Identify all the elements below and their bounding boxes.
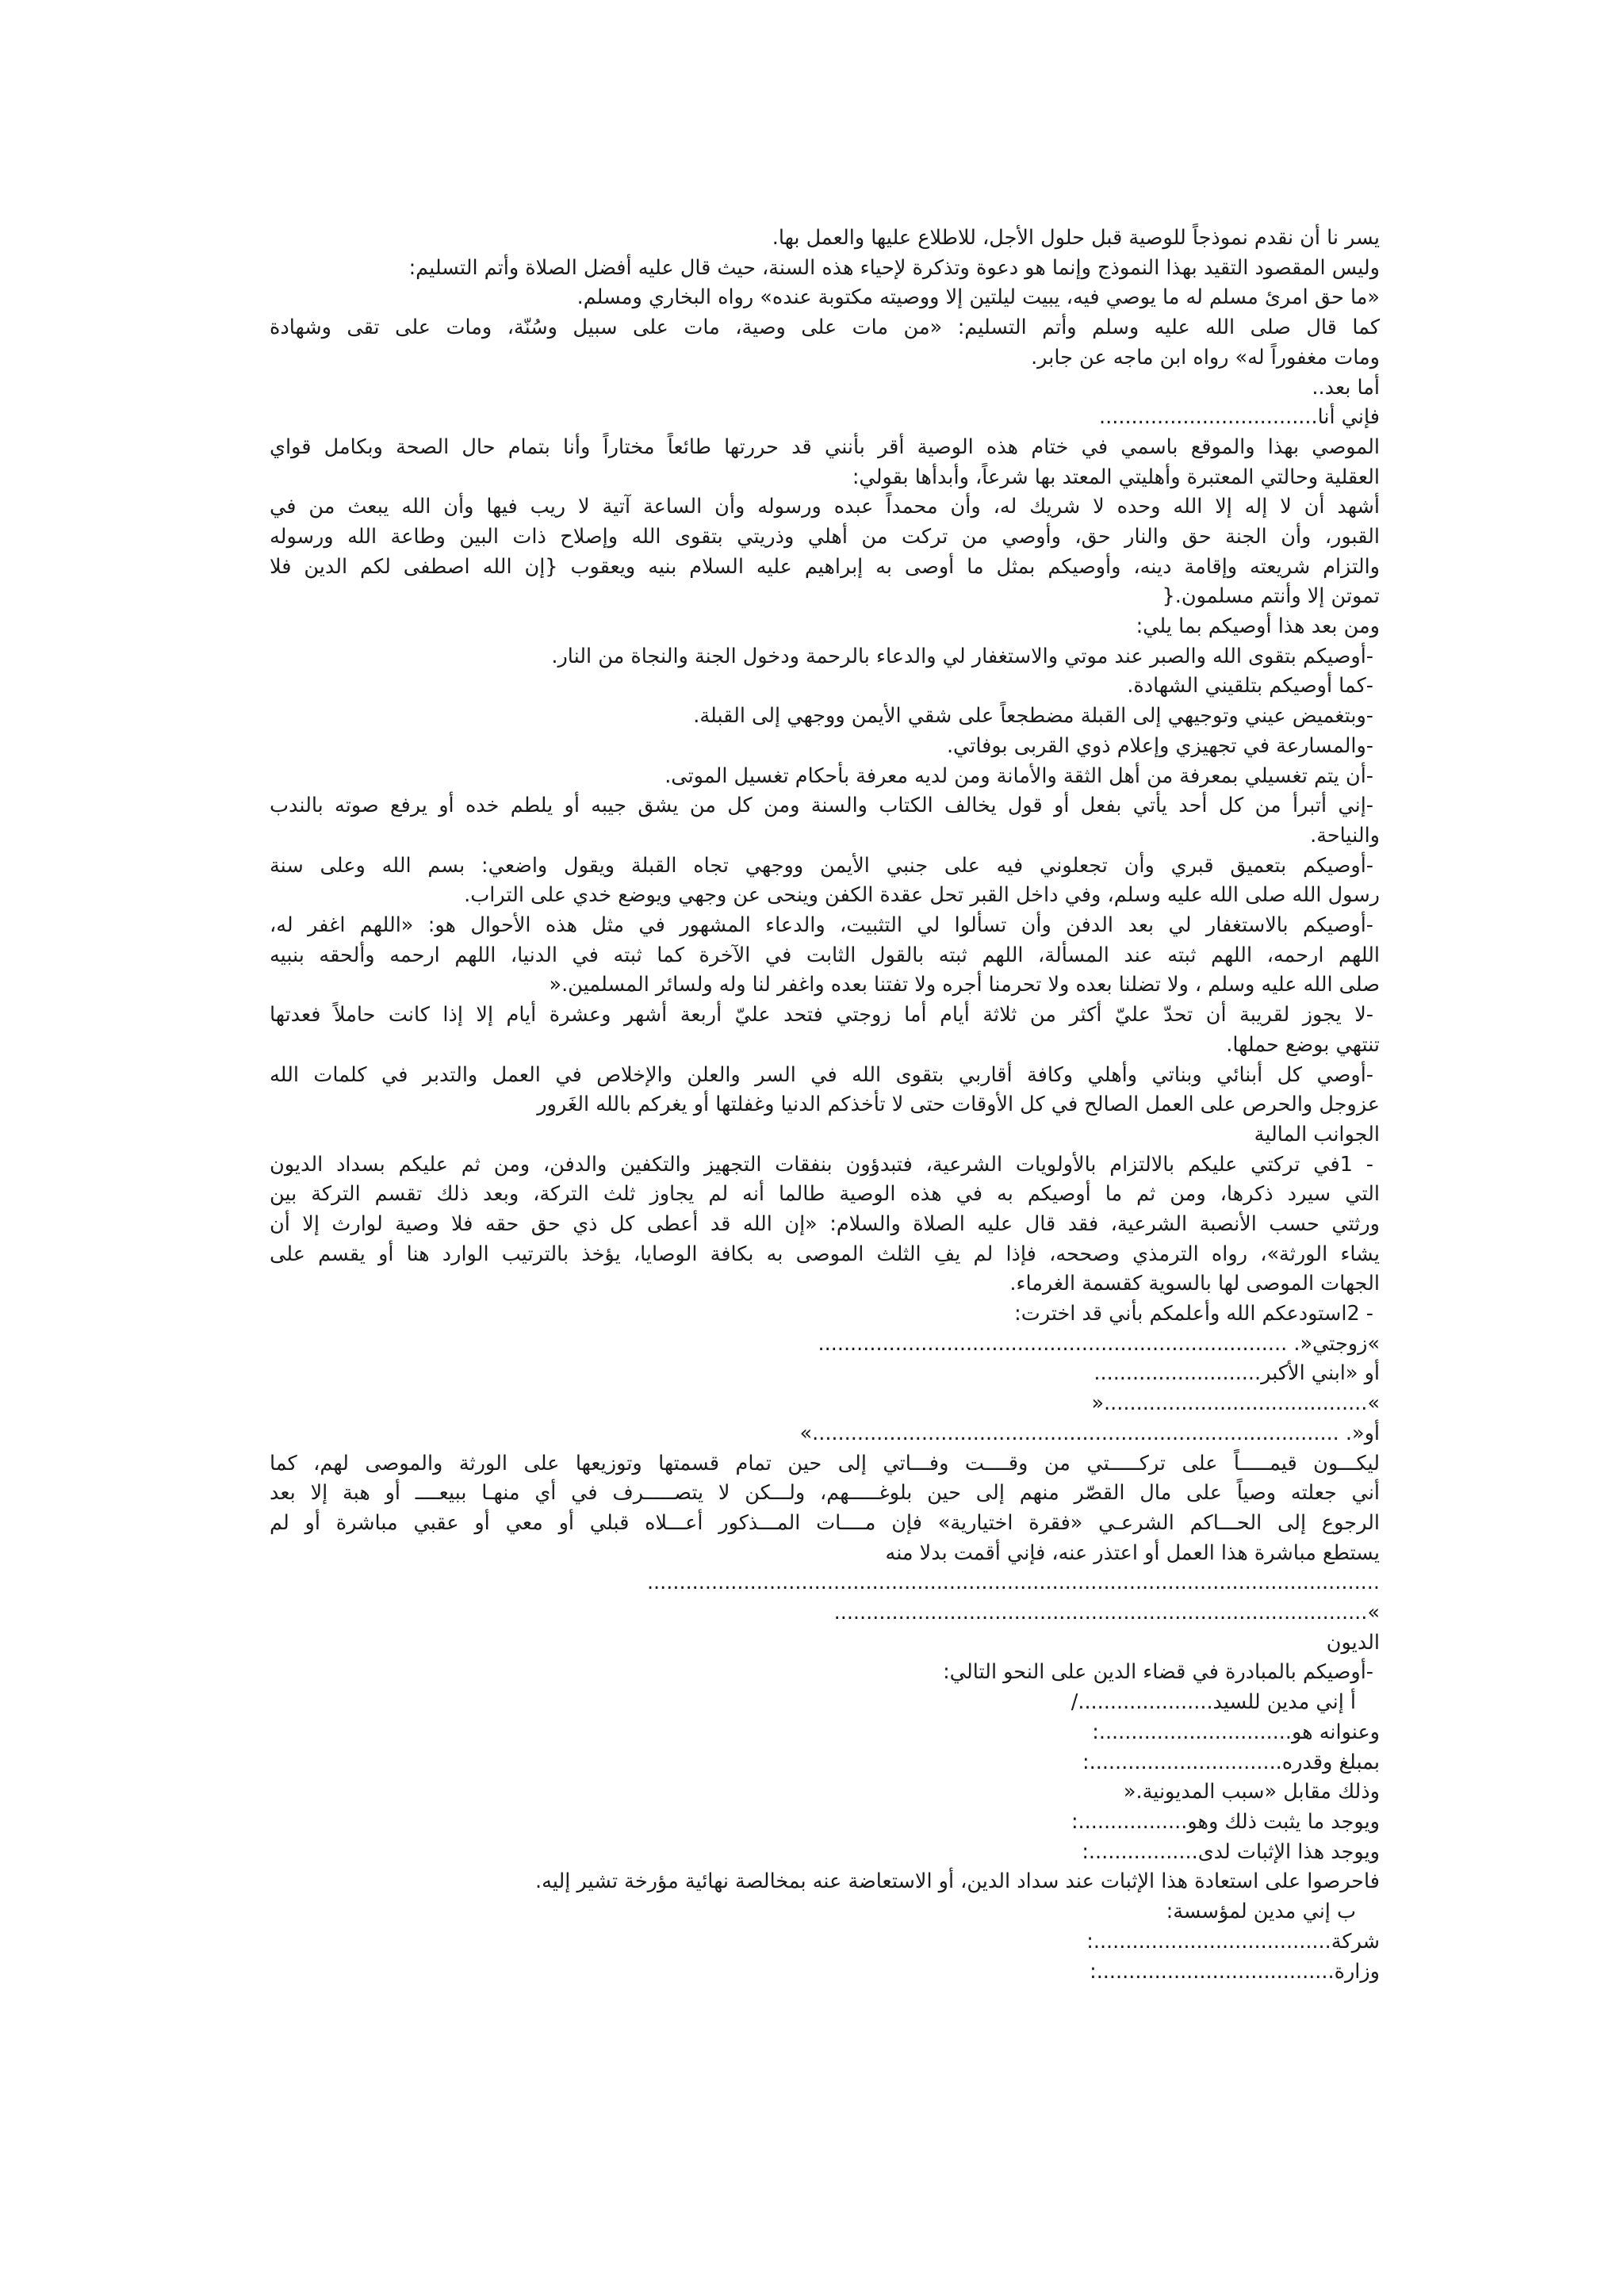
text-line: -كما أوصيكم بتلقيني الشهادة. <box>1127 674 1373 698</box>
text-line: «ما حق امرئ مسلم له ما يوصي فيه، يبيت ليلتين إلا ووصيته مكتوبة عنده» رواه البخاري ومسلم. <box>576 285 1380 310</box>
text-line: فإني أنا.................................. <box>1099 405 1380 430</box>
text-line: ب إني مدين لمؤسسة: <box>1166 1900 1356 1924</box>
text-line: -إني أتبرأ من كل أحد يأتي بفعل أو قول يخالف الكتاب والسنة ومن كل من يشق جيبه أو يلطم خده أو يرفع صوته بالندب <box>270 794 1373 818</box>
text-line: يشاء الورثة»، رواه الترمذي وصححه، فإذا لم يفِ الثلث الموصى به بكافة الوصايا، يؤخذ بالترتيب الوارد هنا أو يقسم على <box>270 1242 1380 1266</box>
text-line: العقلية وحالتي المعتبرة وأهليتي المعتد بها شرعاً، وأبدأها بقولي: <box>852 465 1380 489</box>
text-line: -وبتغميض عيني وتوجيهي إلى القبلة مضطجعاً على شقي الأيمن ووجهي إلى القبلة. <box>693 704 1373 729</box>
text-line: بمبلغ وقدره..............................: <box>1082 1750 1380 1774</box>
text-line: »زوجتي«. ......................................................................... <box>818 1331 1380 1356</box>
text-line: -أوصيكم بتقوى الله والصبر عند موتي والاستغفار لي والدعاء بالرحمة ودخول الجنة والنجاة من النار. <box>551 644 1373 668</box>
text-line: ورثتي حسب الأنصبة الشرعية، فقد قال عليه الصلاة والسلام: «إن الله قد أعطى كل ذي حق حقه فلا وصية لوارث إلا أن <box>270 1212 1380 1236</box>
text-line: ويوجد هذا الإثبات لدى.................: <box>1082 1839 1380 1864</box>
text-line: ويوجد ما يثبت ذلك وهو.................: <box>1071 1809 1380 1834</box>
text-line: وعنوانه هو..............................: <box>1092 1720 1380 1744</box>
text-line: الموصي بهذا والموقع باسمي في ختام هذه الوصية أقر بأنني قد حررتها طائعاً مختاراً وأنا بتمام حال الصحة وبكامل قواي <box>270 434 1380 459</box>
text-line: يستطع مباشرة هذا العمل أو اعتذر عنه، فإني أقمت بدلا منه <box>885 1540 1380 1565</box>
text-line: أني جعلته وصياً على مال القصّر منهم إلى حين بلوغـــــهم، ولـــكن لا يتصـــــرف في أي منهـا ببيعــــ أو هبة إلا بعد <box>270 1481 1380 1506</box>
text-line: رسول الله صلى الله عليه وسلم، وفي داخل القبر تحل عقدة الكفن وينحى عن وجهي ويوضع خدي على التراب. <box>464 883 1380 908</box>
text-line: ومات مغفوراً له» رواه ابن ماجه عن جابر. <box>1031 345 1380 369</box>
will-text-body <box>270 224 1380 1987</box>
text-line: الجوانب المالية <box>1254 1122 1380 1146</box>
text-line: أو «ابني الأكبر.......................... <box>1094 1361 1380 1386</box>
text-line: يسر نا أن نقدم نموذجاً للوصية قبل حلول الأجل، للاطلاع عليها والعمل بها. <box>772 226 1380 250</box>
text-line: ».........................................« <box>1091 1391 1380 1416</box>
text-line: شركة.....................................: <box>1086 1929 1380 1954</box>
text-line: تموتن إلا وأنتم مسلمون.{ <box>1162 584 1380 609</box>
text-line: ليكـــون قيمـــــاً على تركـــــتي من وقــــت وفـــاتي إلى حين تمام قسمتها وتوزيعها على الورثة والموصى لهم، كما <box>270 1451 1380 1475</box>
text-line: الرجوع إلى الحـــاكم الشرعـي «فقرة اختيارية» فإن مــــات المـــذكور أعـــلاه قبلي أو معي أو عقبي مباشرة أو لم <box>270 1510 1380 1535</box>
text-line: أشهد أن لا إله إلا الله وحده لا شريك له، وأن محمداً عبده ورسوله وأن الساعة آتية لا ريب فيها وأن الله يبعث من في <box>270 495 1380 519</box>
text-line: -أوصيكم بالمبادرة في قضاء الدين على النحو التالي: <box>943 1660 1373 1685</box>
text-line: وزارة.....................................: <box>1090 1959 1380 1984</box>
text-line: -أوصي كل أبنائي وبناتي وأهلي وكافة أقاربي بتقوى الله في السر والعلن والإخلاص في العمل والتدبر في كلمات الله <box>270 1062 1373 1087</box>
text-line: وليس المقصود التقيد بهذا النموذج وإنما هو دعوة وتذكرة لإحياء هذه السنة، حيث قال عليه أفضل الصلاة وأتم التسليم: <box>408 255 1380 280</box>
text-line: -أن يتم تغسيلي بمعرفة من أهل الثقة والأمانة ومن لديه معرفة بأحكام تغسيل الموتى. <box>665 763 1373 788</box>
text-line: -لا يجوز لقريبة أن تحدّ عليّ أكثر من ثلاثة أيام أما زوجتي فتحد عليّ أربعة أشهر وعشرة أيام إلا إذا كانت حاملاً فعدتها <box>270 1003 1373 1027</box>
text-line: .................................................................................................................. <box>646 1571 1380 1595</box>
text-line: الجهات الموصى لها بالسوية كقسمة الغرماء. <box>1009 1272 1380 1296</box>
text-line: والنياحة. <box>1310 823 1380 848</box>
text-line: تنتهي بوضع حملها. <box>1226 1032 1380 1057</box>
text-line: ومن بعد هذا أوصيكم بما يلي: <box>1136 614 1380 639</box>
text-line: والتزام شريعته وإقامة دينه، وأوصيكم بمثل ما أوصى به إبراهيم عليه السلام بنيه ويعقوب {إن الله اصطفى لكم الدين فلا <box>270 554 1380 579</box>
text-line: التي سيرد ذكرها، ومن ثم ما أوصيكم به في هذه الوصية طالما أنه لم يجاوز ثلث التركة، وبعد ذلك تقسم التركة بين <box>270 1182 1380 1207</box>
text-line: - 1في تركتي عليكم بالالتزام بالأولويات الشرعية، فتبدؤون بنفقات التجهيز والتكفين والدفن، ومن ثم عليكم بسداد الديون <box>270 1152 1373 1177</box>
text-line: »................................................................................... <box>833 1601 1380 1625</box>
text-line: صلى الله عليه وسلم ، ولا تضلنا بعده ولا تحرمنا أجره ولا تفتنا بعده واغفر لنا وله ولسائر المسلمين.« <box>549 973 1380 997</box>
text-line: -أوصيكم بالاستغفار لي بعد الدفن وأن تسألوا لي التثبيت، والدعاء المشهور في مثل هذه الأحوال هو: «اللهم اغفر له، <box>270 913 1373 938</box>
text-line: أما بعد.. <box>1312 375 1380 400</box>
text-line: اللهم ارحمه، اللهم ثبته عند المسألة، اللهم ثبته بالقول الثابت في الآخرة كما ثبته في الدنيا، اللهم ارحمه وألحقه بنبيه <box>270 943 1380 967</box>
text-line: وذلك مقابل «سبب المديونية.« <box>1123 1780 1380 1804</box>
text-line: -والمسارعة في تجهيزي وإعلام ذوي القربى بوفاتي. <box>946 733 1373 758</box>
text-line: أو«. ..................................................................................» <box>799 1421 1380 1445</box>
text-line: أ إني مدين للسيد...................../ <box>1071 1690 1356 1715</box>
text-line: عزوجل والحرص على العمل الصالح في كل الأوقات حتى لا تأخذكم الدنيا وغفلتها أو يغركم بالله الغَرور <box>537 1093 1380 1117</box>
text-line: القبور، وأن الجنة حق والنار حق، وأوصي من تركت من أهلي وذريتي بتقوى الله وإصلاح ذات البين وطاعة الله ورسوله <box>270 524 1380 549</box>
text-line: الديون <box>1326 1630 1380 1655</box>
text-line: فاحرصوا على استعادة هذا الإثبات عند سداد الدين، أو الاستعاضة عنه بمخالصة نهائية مؤرخة تشير إليه. <box>535 1869 1380 1894</box>
text-line: -أوصيكم بتعميق قبري وأن تجعلوني فيه على جنبي الأيمن ووجهي تجاه القبلة ويقول واضعي: بسم الله وعلى سنة <box>270 853 1373 878</box>
text-line: - 2استودعكم الله وأعلمكم بأني قد اخترت: <box>1014 1302 1373 1326</box>
text-line: كما قال صلى الله عليه وسلم وأتم التسليم: «من مات على وصية، مات على سبيل وسُنّة، ومات على تقى وشهادة <box>270 316 1380 340</box>
